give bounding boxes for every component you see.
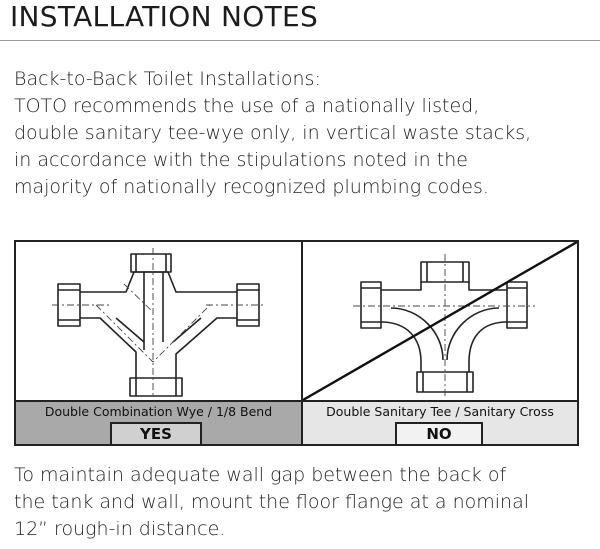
intro-line: in accordance with the stipulations noted in the (14, 149, 468, 171)
double-sanitary-tee-drawing (303, 242, 577, 400)
right-caption-bar (303, 400, 577, 444)
intro-line: TOTO recommends the use of a nationally listed, (14, 95, 480, 117)
intro-paragraph (14, 66, 594, 201)
title-divider (0, 40, 600, 41)
fitting-comparison-diagram (14, 240, 579, 446)
verdict-no-badge: NO (395, 422, 483, 444)
double-sanitary-tee-panel (303, 242, 577, 444)
verdict-yes-badge: YES (110, 422, 202, 444)
intro-line: majority of nationally recognized plumbing codes. (14, 176, 489, 198)
outro-line: 12” rough-in distance. (14, 518, 226, 540)
fitting-caption: Double Sanitary Tee / Sanitary Cross (326, 404, 554, 419)
outro-line: the tank and wall, mount the floor flange at a nominal (14, 491, 530, 513)
double-combination-wye-drawing (16, 242, 301, 400)
left-caption-bar (16, 400, 301, 444)
intro-line: Back-to-Back Toilet Installations: (14, 68, 321, 90)
rough-in-note (14, 462, 594, 543)
intro-line: double sanitary tee-wye only, in vertical waste stacks, (14, 122, 532, 144)
double-combination-wye-panel (16, 242, 303, 444)
fitting-caption: Double Combination Wye / 1/8 Bend (44, 404, 273, 419)
page-title: INSTALLATION NOTES (10, 0, 319, 33)
outro-line: To maintain adequate wall gap between the back of (14, 464, 507, 486)
